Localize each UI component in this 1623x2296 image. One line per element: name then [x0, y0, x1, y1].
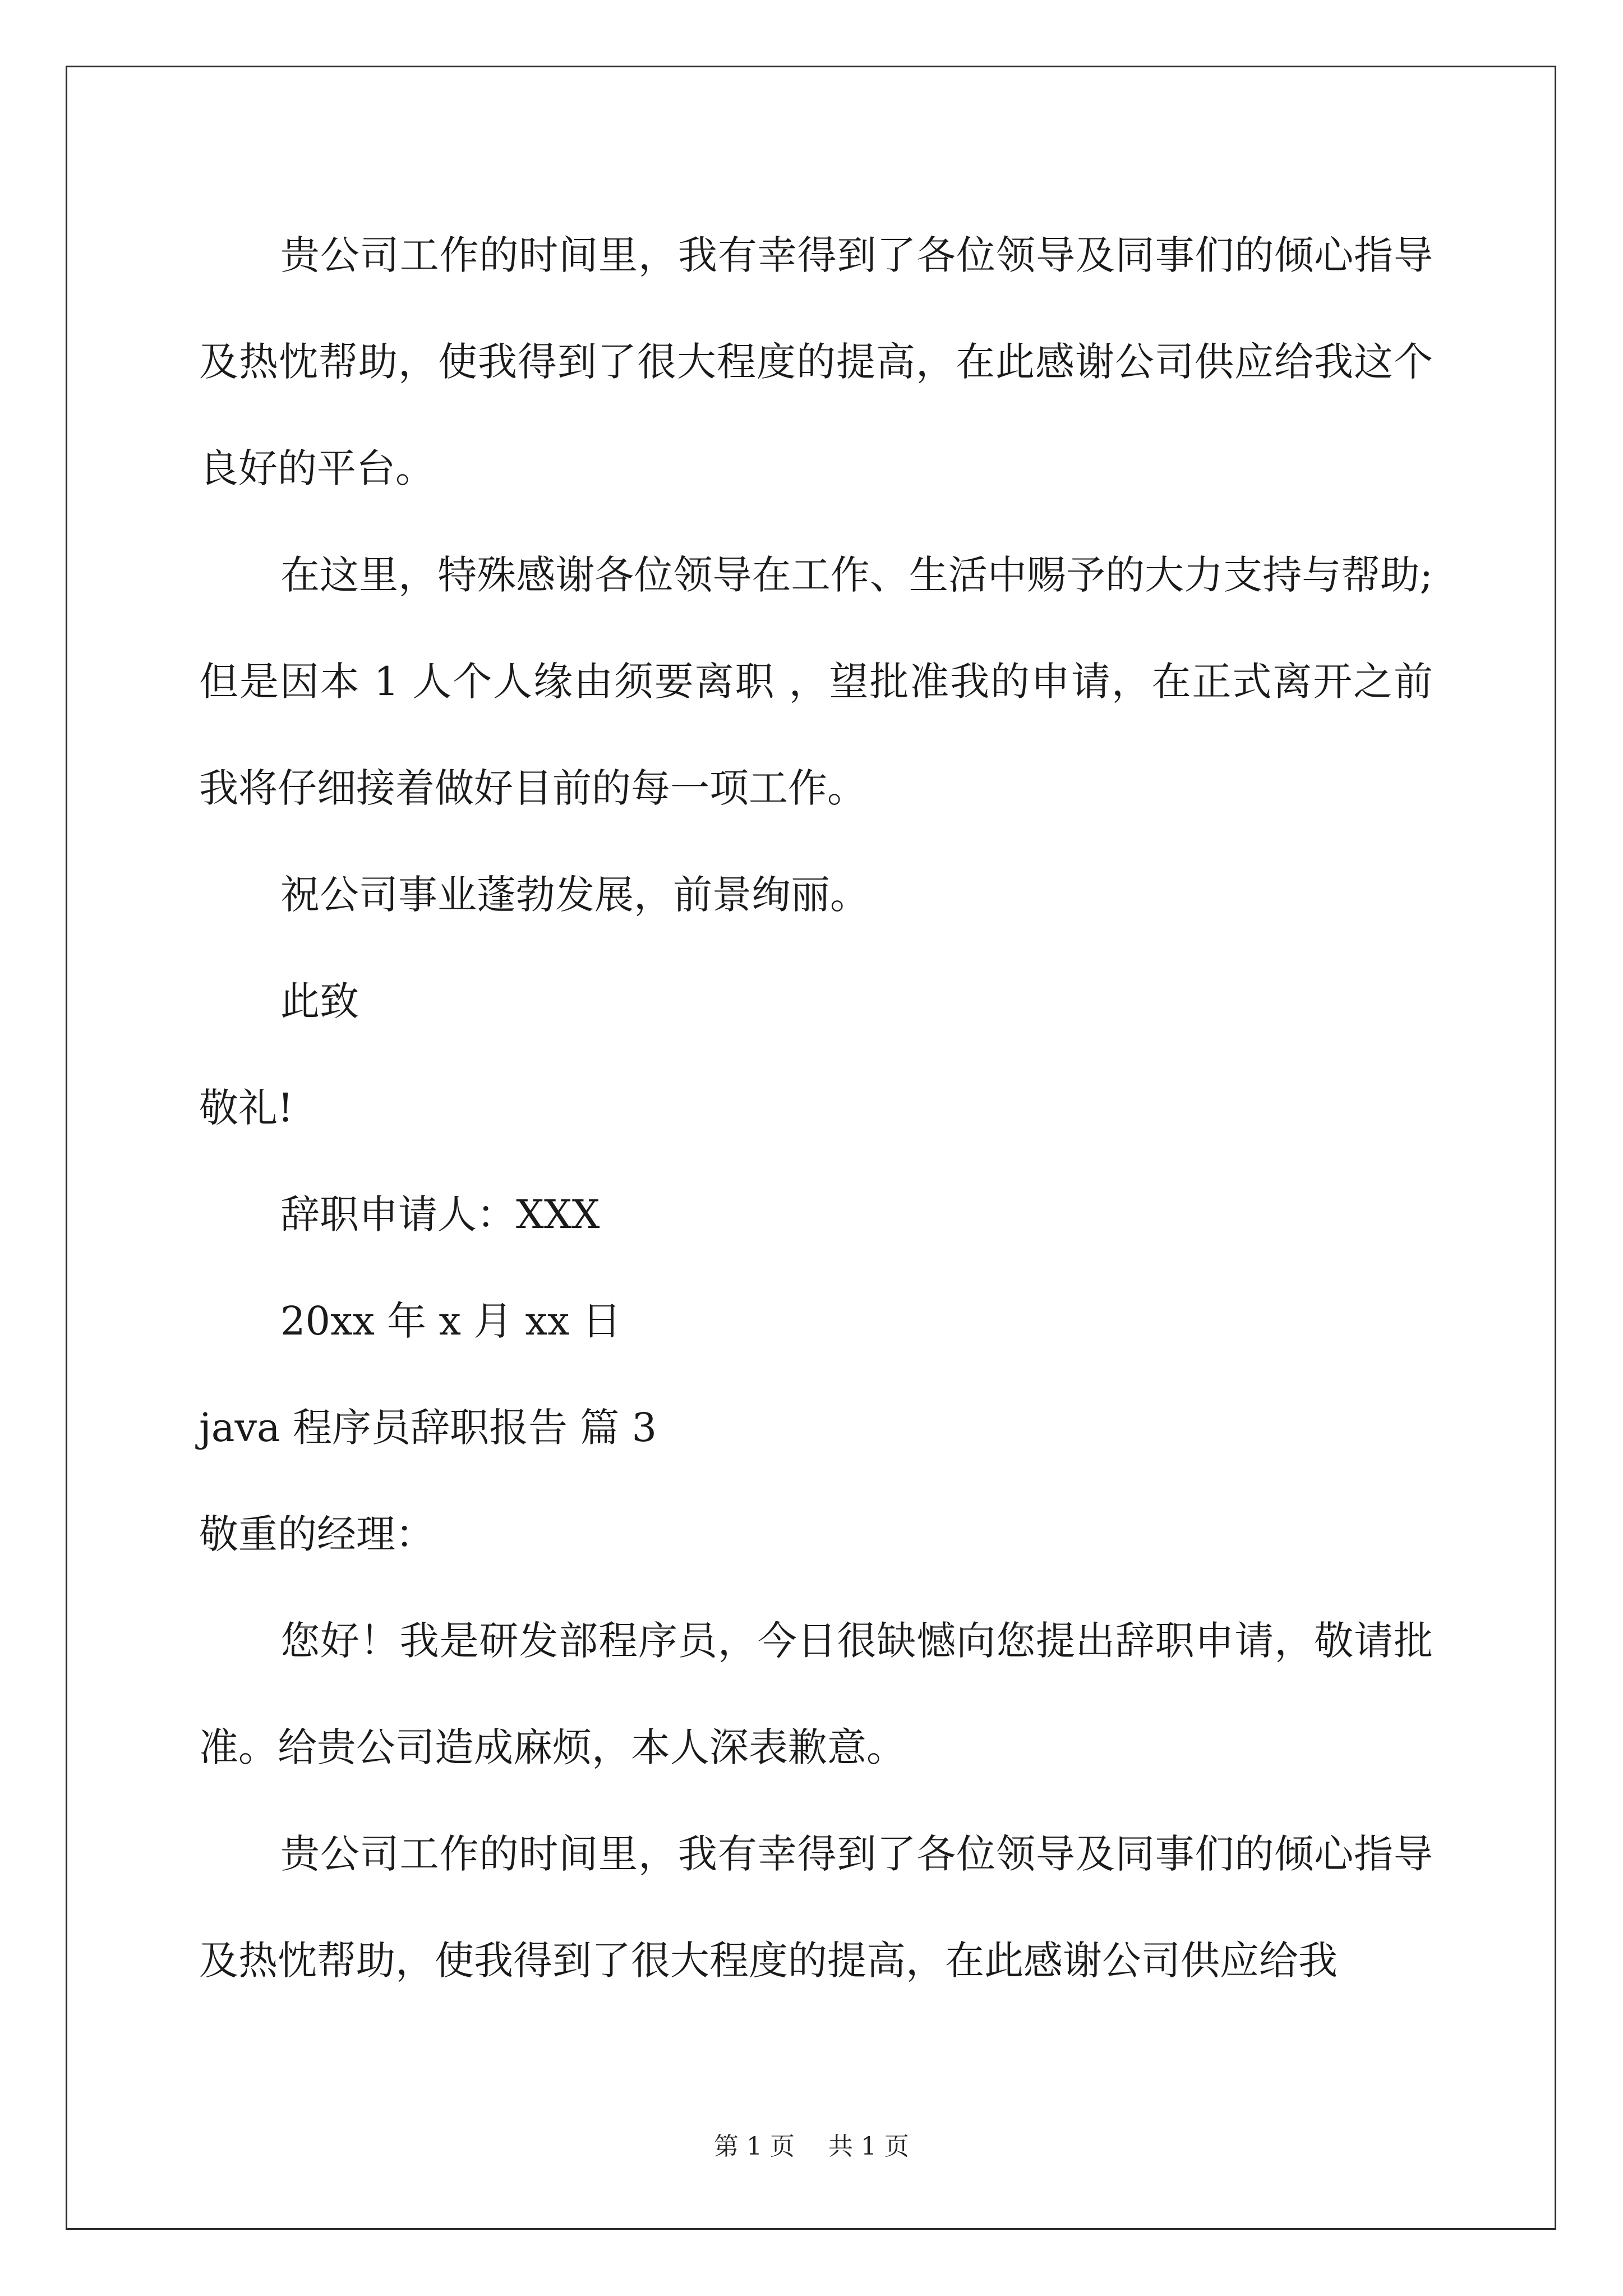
paragraph-resignation-reason: 在这里，特殊感谢各位领导在工作、生活中赐予的大力支持与帮助;但是因本 1 人个人缘由须要离职 ，望批准我的申请，在正式离开之前我将仔细接着做好目前的每一项工作。 — [199, 552, 1433, 811]
section-title: java 程序员辞职报告 篇 3 — [199, 1405, 657, 1451]
paragraph-resignation-request: 您好！我是研发部程序员，今日很缺憾向您提出辞职申请，敬请批准。给贵公司造成麻烦，本人深表歉意。 — [199, 1618, 1433, 1770]
page-total: 共 1 页 — [828, 2132, 909, 2161]
page-footer — [0, 2126, 1623, 2162]
page-number: 第 1 页 — [714, 2132, 795, 2161]
signature-date: 20xx 年 x 月 xx 日 — [280, 1298, 621, 1344]
document-body — [199, 202, 1433, 2014]
signature-applicant: 辞职申请人：XXX — [280, 1191, 600, 1237]
paragraph-wishes: 祝公司事业蓬勃发展，前景绚丽。 — [280, 872, 869, 918]
letter-greeting: 敬重的经理： — [199, 1511, 435, 1557]
paragraph-thanks-colleagues: 贵公司工作的时间里，我有幸得到了各位领导及同事们的倾心指导及热忱帮助，使我得到了很大程度的提高，在此感谢公司供应给我这个良好的平台。 — [199, 232, 1433, 491]
closing-salutation: 此致 — [280, 978, 359, 1024]
paragraph-thanks-colleagues-repeat: 贵公司工作的时间里，我有幸得到了各位领导及同事们的倾心指导及热忱帮助，使我得到了很大程度的提高，在此感谢公司供应给我 — [199, 1831, 1433, 1984]
closing-regards: 敬礼! — [199, 1085, 294, 1131]
